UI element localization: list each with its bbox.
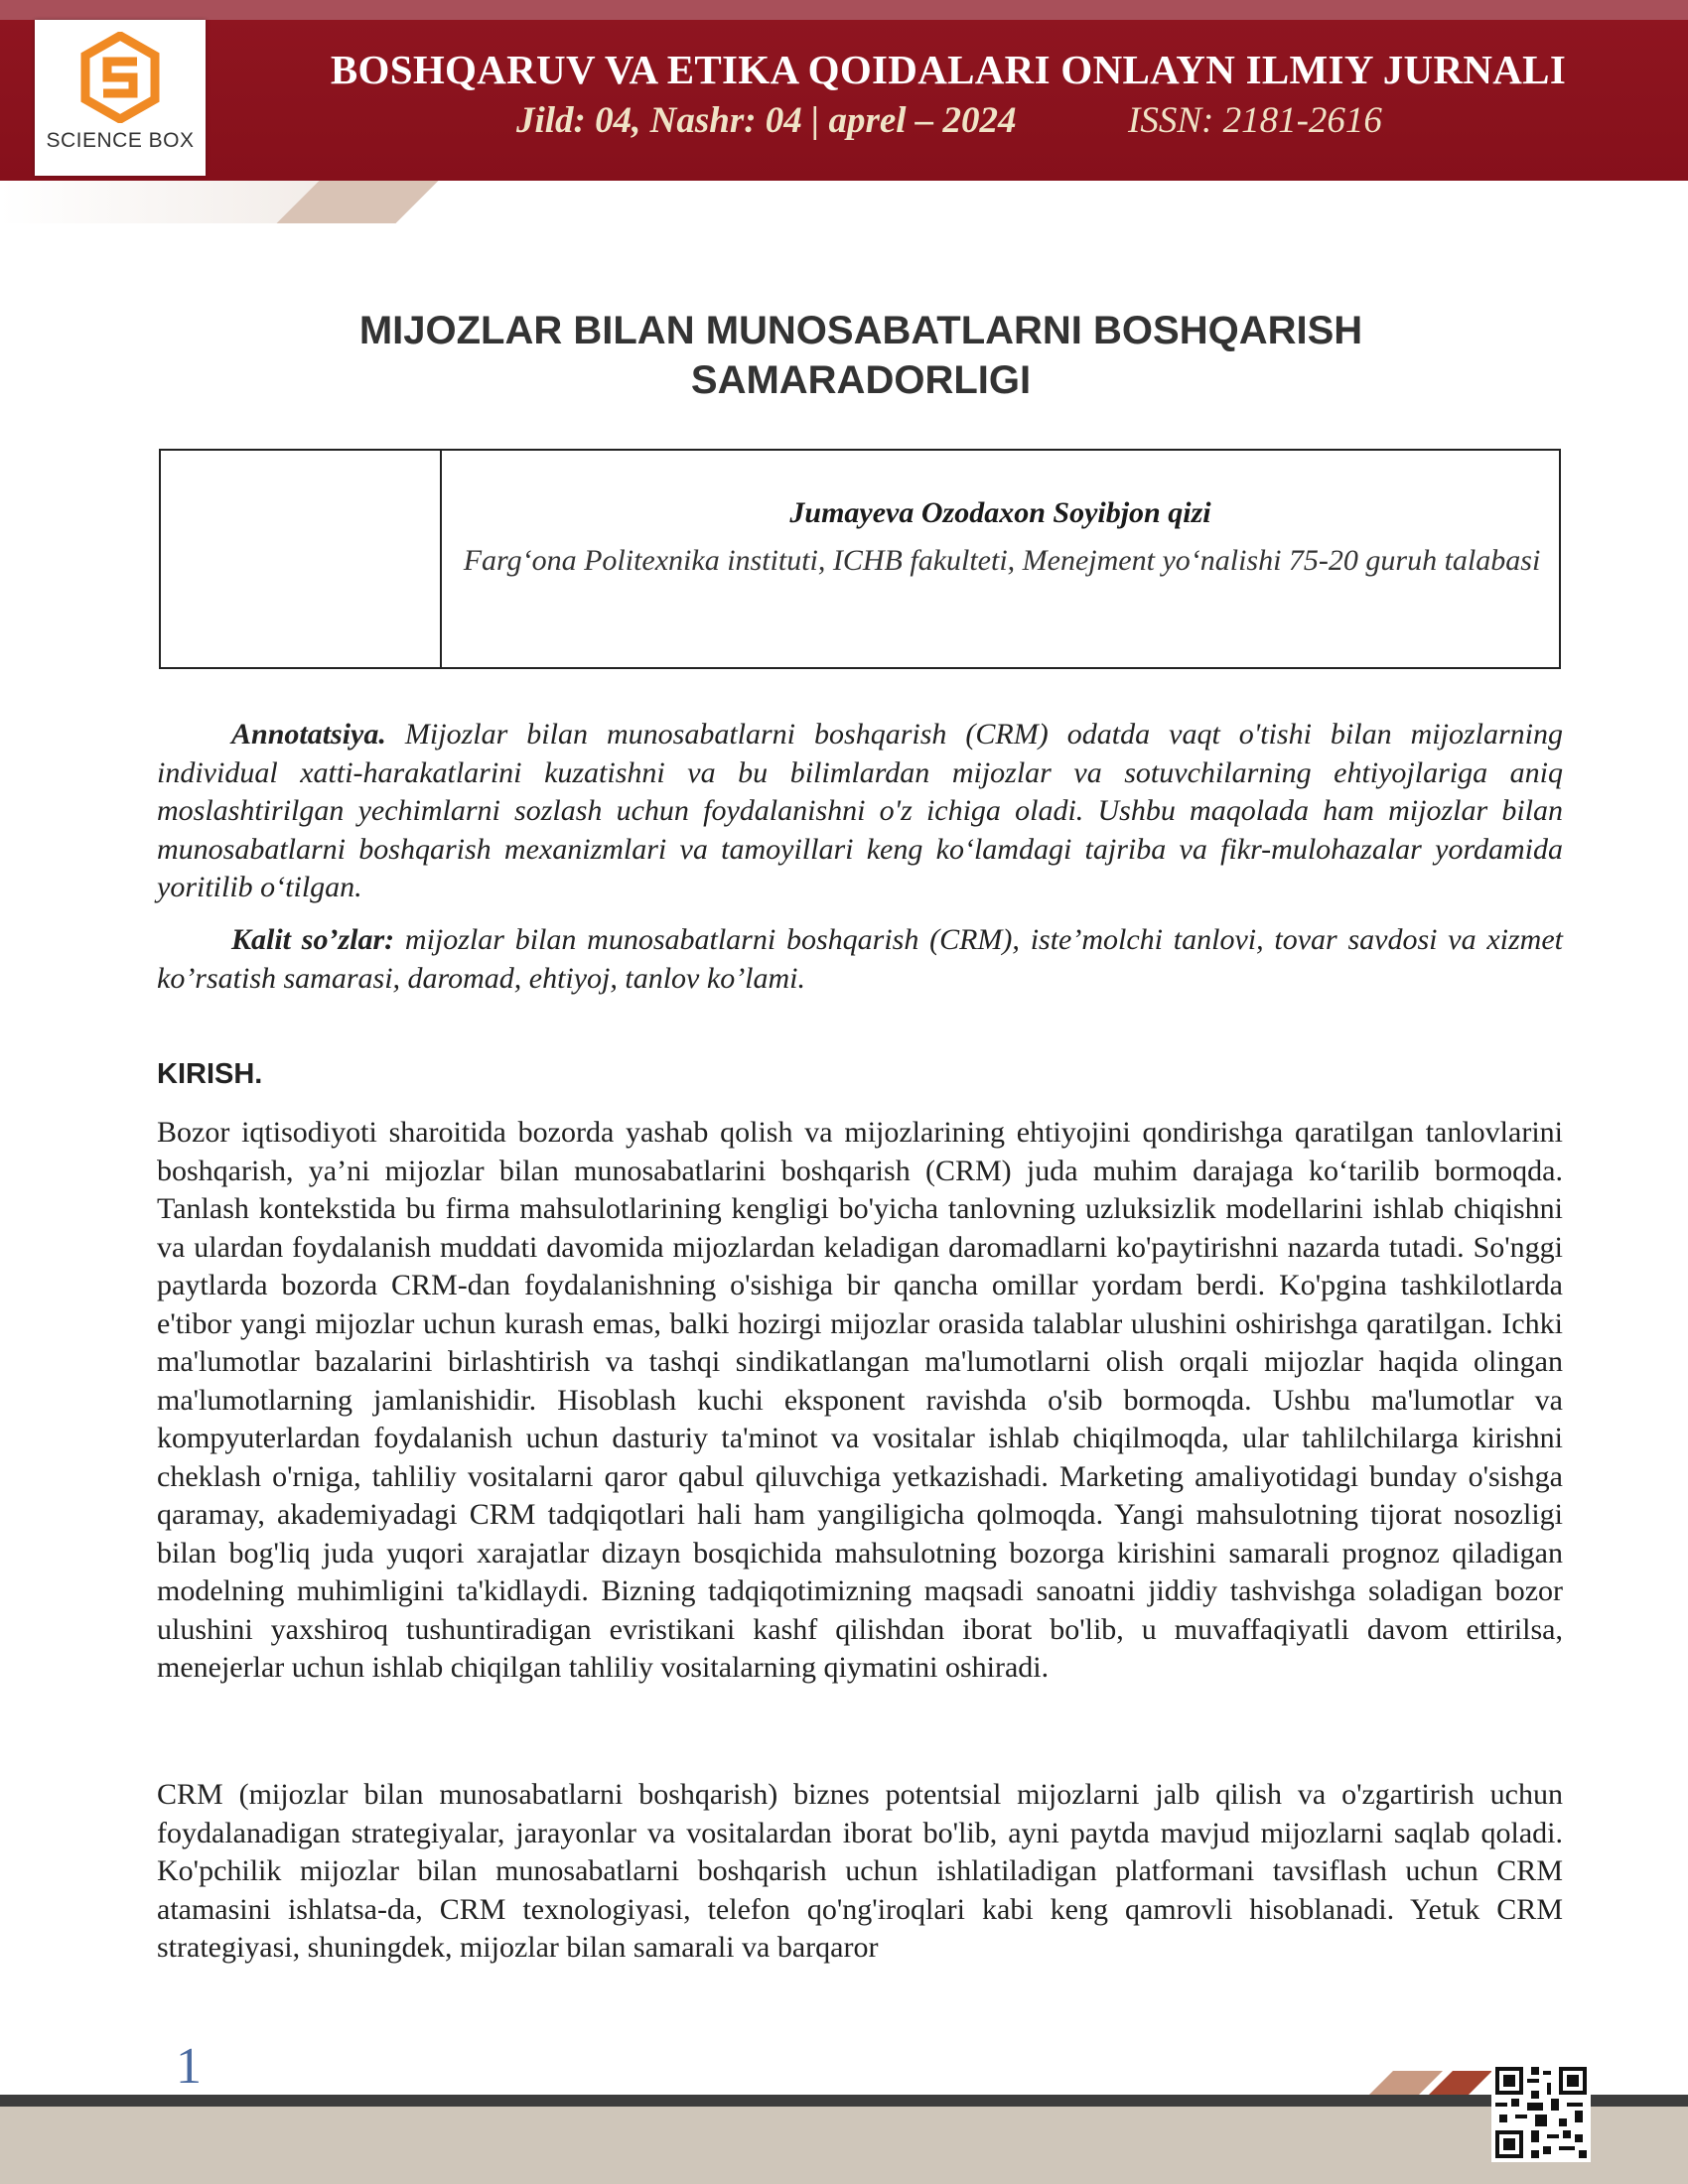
article-title	[159, 306, 1563, 405]
article-title-line2: SAMARADORLIGI	[690, 358, 1032, 402]
author-info-cell	[442, 451, 1559, 667]
body-paragraph: Bozor iqtisodiyoti sharoitida bozorda yashab qolish va mijozlarining ehtiyojini qondirishga qaratilgan tanlovlarini boshqarish, ya’ni mijozlar bilan munosabatlarini boshqarish (CRM) juda muhim darajaga ko‘tarilib bormoqda. Tanlash kontekstida bu firma mahsulotlarining kengligi bo'yicha tanlovning uzluksizlik modellarini ishlab chiqishni va ulardan foydalanish muddati davomida mijozlardan keladigan daromadlarni ko'paytirishni nazarda tutadi. So'nggi paytlarda bozorda CRM-dan foydalanishning o'sishiga bir qancha omillar yordam berdi. Ko'pgina tashkilotlarda e'tibor yangi mijozlar uchun kurash emas, balki hozirgi mijozlar orasida talablar ulushini oshirishga qaratilgan. Ichki ma'lumotlar bazalarini birlashtirish va tashqi sindikatlangan ma'lumotlarni olish orqali mijozlar haqida olingan ma'lumotlarning jamlanishidir. Hisoblash kuchi eksponent ravishda o'sib bormoqda. Ushbu ma'lumotlar va kompyuterlardan foydalanish uchun dasturiy ta'minot va vositalar ishlab chiqilmoqda, ular tahlilchilarga kirishni cheklash o'rniga, tahliliy vositalarni qaror qabul qiluvchiga yetkazishadi. Marketing amaliyotidagi bunday o'sishga qaramay, akademiyadagi CRM tadqiqotlari hali ham yangiligicha qolmoqda. Yangi mahsulotning tijorat nosozligi bilan bog'liq juda yuqori xarajatlar dizayn bosqichida mahsulotning bozorga kirishini samarali prognoz qiladigan modelning muhimligini ta'kidlaydi. Bizning tadqiqotimizning maqsadi sanoatni jiddiy tashvishga soladigan bozor ulushini yaxshiroq tushuntiradigan evristikani kashf qilishdan iborat bo'lib, u muvaffaqiyatli davom ettirilsa, menejerlar uchun ishlab chiqilgan tahliliy vositalarning qiymatini oshiradi.	[157, 1116, 1563, 1684]
logo-text: SCIENCE BOX	[46, 129, 195, 152]
header-band-top	[0, 0, 1688, 20]
footer-divider	[0, 2095, 1688, 2107]
abstract-text: Mijozlar bilan munosabatlarni boshqarish (CRM) odatda vaqt o'tishi bilan mijozlarning individual xatti-harakatlarini kuzatishni va bu bilimlardan mijozlar va sotuvchilarning ehtiyojlariga aniq moslashtirilgan yechimlarni sozlash uchun foydalanishni o'z ichiga oladi. Ushbu maqolada ham mijozlar bilan munosabatlarni boshqarish mexanizmlari va tamoyillari keng ko‘lamdagi tajriba va fikr-mulohazalar yordamida yoritilib o‘tilgan.	[157, 718, 1563, 903]
issn: ISSN: 2181-2616	[1128, 100, 1382, 141]
author-name: Jumayeva Ozodaxon Soyibjon qizi	[789, 496, 1211, 529]
body-paragraph: CRM (mijozlar bilan munosabatlarni boshqarish) biznes potentsial mijozlarni jalb qilish va o'zgartirish uchun foydalanadigan strategiyalar, jarayonlar va vositalardan iborat bo'lib, ayni paytda mavjud mijozlarni saqlab qoladi. Ko'pchilik mijozlar bilan munosabatlarni boshqarish uchun ishlatiladigan platformani tavsiflash uchun CRM atamasini ishlatsa-da, CRM texnologiyasi, telefon qo'ng'iroqlari kabi keng qamrovli hisoblanadi. Yetuk CRM strategiyasi, shuningdek, mijozlar bilan samarali va barqaror	[157, 1778, 1563, 1964]
author-table	[159, 449, 1561, 669]
author-photo-cell	[161, 451, 442, 667]
keywords-text: mijozlar bilan munosabatlarni boshqarish (CRM), iste’molchi tanlovi, tovar savdosi va xizmet ko’rsatish samarasi, daromad, ehtiyoj, tanlov ko’lami.	[157, 923, 1563, 995]
keywords	[157, 921, 1563, 998]
article-title-line1: MIJOZLAR BILAN MUNOSABATLARNI BOSHQARISH	[358, 309, 1363, 352]
section-heading: KIRISH.	[157, 1058, 263, 1090]
author-affiliation: Farg‘ona Politexnika instituti, ICHB fakulteti, Menejment yo‘nalishi 75-20 guruh talabasi	[463, 544, 1541, 577]
journal-title: BOSHQARUV VA ETIKA QOIDALARI ONLAYN ILMIY JURNALI	[330, 47, 1567, 92]
science-box-logo	[35, 20, 206, 176]
journal-header	[0, 0, 1688, 223]
science-box-logo-icon	[79, 32, 161, 123]
footer-band	[0, 2107, 1688, 2184]
header-accent-light	[0, 181, 328, 223]
volume-issue: Jild: 04, Nashr: 04 | aprel – 2024	[516, 100, 1017, 141]
qr-code-icon	[1491, 2063, 1591, 2162]
keywords-label: Kalit so’zlar:	[231, 923, 395, 956]
abstract-label: Annotatsiya.	[231, 718, 386, 751]
abstract	[157, 716, 1563, 907]
page-number: 1	[176, 2038, 202, 2095]
